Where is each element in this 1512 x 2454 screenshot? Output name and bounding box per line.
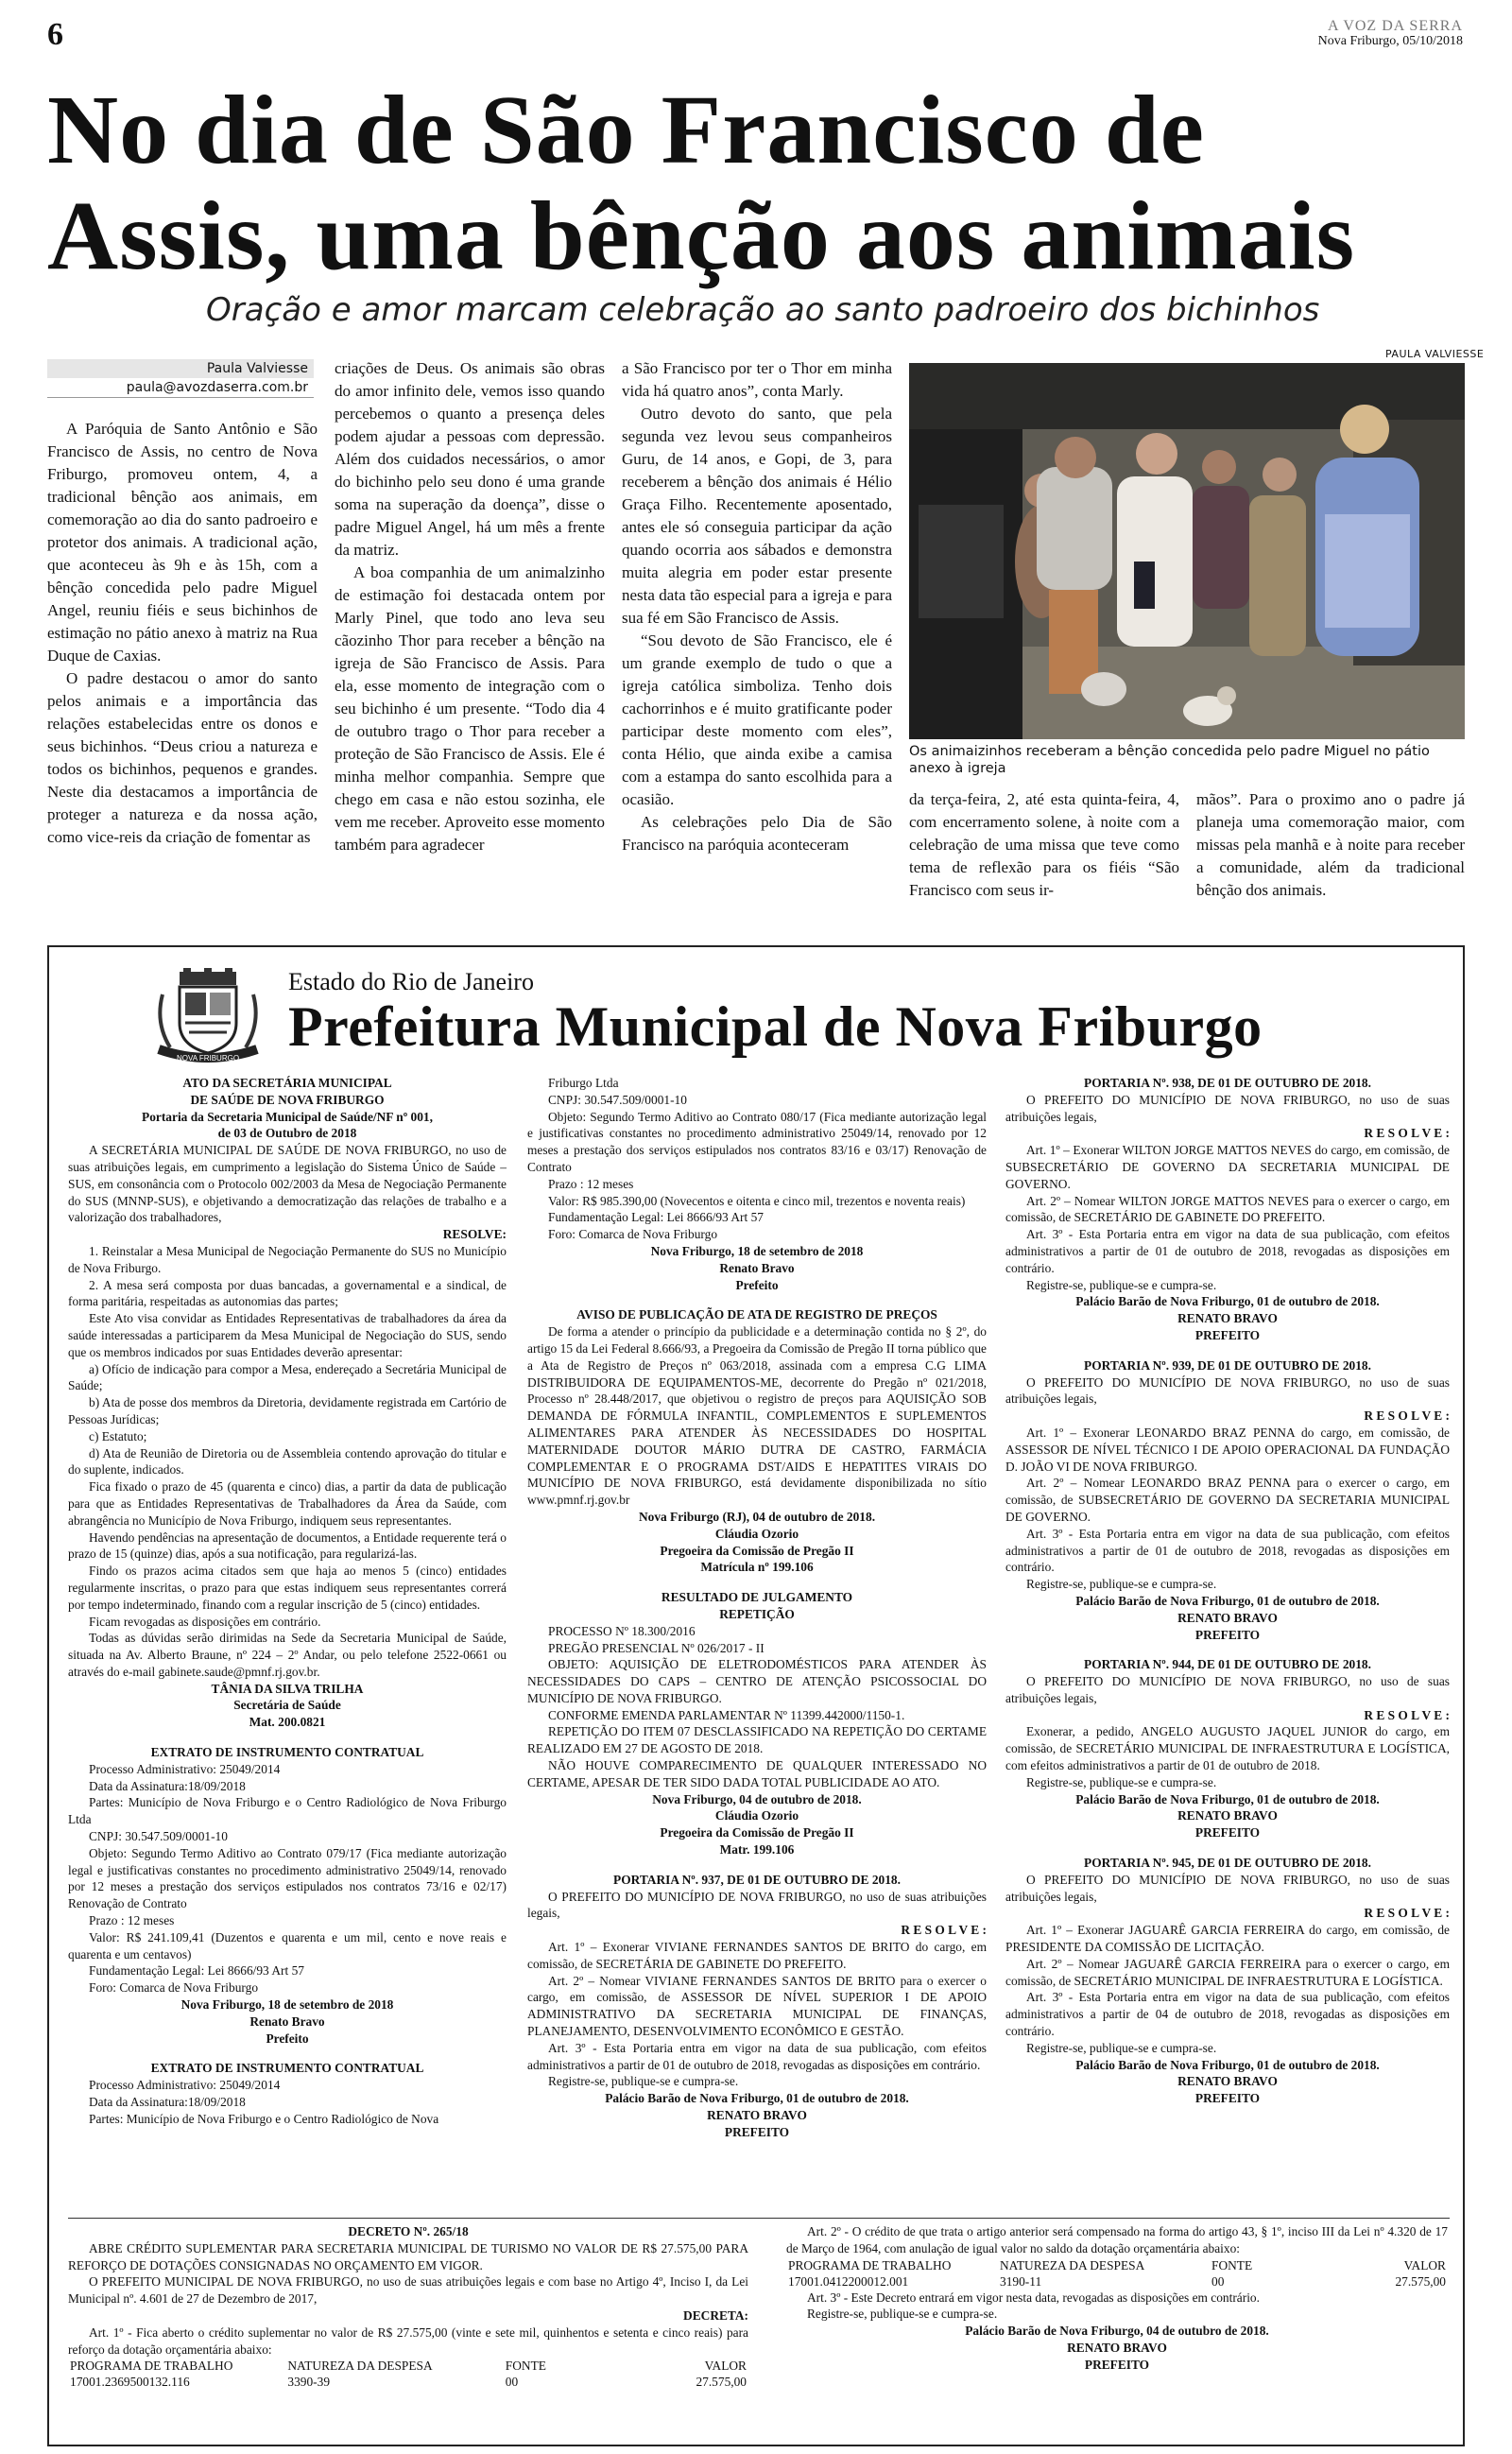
notice-line: Prefeito [266,2031,309,2046]
table-row [68,2358,748,2374]
notice-line: d) Ata de Reunião de Diretoria ou de Assembleia contendo aprovação do titular e do suplente, indicados. [68,1445,507,1478]
notice-line: PORTARIA Nº. 938, DE 01 DE OUTUBRO DE 2018. [1084,1076,1371,1090]
notice-line: O PREFEITO DO MUNICÍPIO DE NOVA FRIBURGO, no uso de suas atribuições legais, [527,1889,987,1921]
notice-line: Foro: Comarca de Nova Friburgo [89,1980,259,1996]
article-column-5 [1196,788,1465,902]
decree-left [68,2223,748,2390]
notice-line: Art. 3º - Esta Portaria entra em vigor na data de sua publicação, com efeitos administrativos a partir de 04 de outubro de 2018, revogadas as disposições em contrário. [1005,1990,1450,2039]
table-cell: 27.575,00 [696,2375,747,2390]
notice-line: Matrícula nº 199.106 [700,1560,814,1575]
notice-line: PREFEITO [1194,1327,1261,1342]
notice-line: R E S O L V E : [1364,1408,1450,1424]
notice-line: PORTARIA Nº. 939, DE 01 DE OUTUBRO DE 2018. [1084,1357,1371,1373]
notice-line: REPETIÇÃO DO ITEM 07 DESCLASSIFICADO NA REPETIÇÃO DO CERTAME REALIZADO EM 27 DE AGOSTO DE 2018. [527,1724,987,1756]
notice-line: Data da Assinatura:18/09/2018 [89,1778,246,1793]
paragraph: As celebrações pelo Dia de São Francisco na paróquia aconteceram [622,813,892,854]
notice-line: Objeto: Segundo Termo Aditivo ao Contrato 080/17 (Fica mediante autorização legal e justificativas constantes no procedimento administrativo 25049/14, renovado por 12 meses a prestação dos serviços estipulados nos contratos 83/16 e 03/17) Renovação de Contrato [527,1109,987,1174]
notice-line: O PREFEITO DO MUNICÍPIO DE NOVA FRIBURGO, no uso de suas atribuições legais, [1005,1374,1450,1407]
article-column-4 [909,788,1179,902]
table-cell: 3390-39 [287,2375,331,2390]
notice-line: Art. 3º - Este Decreto entrará em vigor nesta data, revogadas as disposições em contrário. [807,2290,1260,2305]
table-cell: 00 [1211,2273,1225,2289]
notice-line: Fica fixado o prazo de 45 (quarenta e cinco) dias, a partir da data de publicação para que as Entidades Representativas de Trabalhadores da Área da Saúde, com abrangência no Município de Nova Friburgo, indiquem seus representantes. [68,1479,507,1528]
notices-column-1 [68,1075,507,2128]
notice-line: Art. 1º – Exonerar JAGUARÊ GARCIA FERREIRA do cargo, em comissão, de PRESIDENTE DA COMISSÃO DE LICITAÇÃO. [1005,1923,1450,1955]
table-cell: 27.575,00 [1395,2273,1446,2289]
ad-title: Prefeitura Municipal de Nova Friburgo [288,995,1263,1058]
spacer [1005,1344,1450,1357]
notice-line: Art. 1º – Exonerar VIVIANE FERNANDES SANTOS DE BRITO do cargo, em comissão, de SECRETÁRIA DE GABINETE DO PREFEITO. [527,1940,987,1971]
notice-line: PORTARIA Nº. 937, DE 01 DE OUTUBRO DE 2018. [613,1872,901,1887]
paragraph: A boa companhia de um animalzinho de estimação foi destacada ontem por Marly Pinel, que todo ano leva seu cãozinho Thor para receber a bênção na igreja de São Francisco de Assis. Para ela, esse momento de integração com o seu bichinho é um presente. “Todo dia 4 de outubro trago o Thor para receber a proteção de São Francisco de Assis. Ele é minha melhor companhia. Sempre que chego em casa e não estou sozinha, ele vem me receber. Aproveito esse momento também para agradecer [335,563,605,854]
notice-line: O PREFEITO DO MUNICÍPIO DE NOVA FRIBURGO, no uso de suas atribuições legais, [1005,1674,1450,1705]
notice-line: RENATO BRAVO [707,2108,807,2123]
notice-line: ATO DA SECRETÁRIA MUNICIPAL [182,1076,392,1090]
notice-line: Art. 2º – Nomear WILTON JORGE MATTOS NEVES para o exercer o cargo, em comissão, de SECRETÁRIO DE GABINETE DO PREFEITO. [1005,1193,1450,1225]
notice-line: Art. 1º – Exonerar LEONARDO BRAZ PENNA do cargo, em comissão, de ASSESSOR DE NÍVEL TÉCNICO I DE APOIO OPERACIONAL DA FUNDAÇÃO D. JOÃO VI DE NOVA FRIBURGO. [1005,1425,1450,1474]
notice-line: Exonerar, a pedido, ANGELO AUGUSTO JAQUEL JUNIOR do cargo, em comissão, de SECRETÁRIO MUNICIPAL DE INFRAESTRUTURA E LOGÍSTICA, com efeitos administrativos a partir de 01 de outubro de 2018. [1005,1724,1450,1773]
notice-line: de 03 de Outubro de 2018 [217,1126,357,1141]
notice-line: Ficam revogadas as disposições em contrário. [89,1614,321,1629]
notice-line: PREFEITO [1194,2091,1261,2106]
notice-line: TÂNIA DA SILVA TRILHA [211,1681,364,1696]
article-photo [909,363,1465,739]
notice-line: DECRETO Nº. 265/18 [348,2224,469,2238]
paragraph: mãos”. Para o proximo ano o padre já planeja uma comemoração maior, com missas pela manhã e à noite para receber a comunidade, além da tradicional bênção dos animais. [1196,790,1465,899]
notice-line: PREFEITO [1084,2357,1150,2372]
notice-line: Partes: Município de Nova Friburgo e o Centro Radiológico de Nova [89,2111,439,2126]
decree-right-text [786,2223,1448,2257]
spacer [527,1576,987,1589]
ad-state-name: Estado do Rio de Janeiro [288,968,534,995]
notice-line: Renato Bravo [249,2013,325,2029]
article-column-2 [335,357,605,856]
notice-line: Secretária de Saúde [233,1698,341,1713]
table-cell: VALOR [1403,2257,1446,2273]
notice-line: Registre-se, publique-se e cumpra-se. [1026,1577,1217,1592]
notice-line: RESOLVE: [442,1227,507,1242]
table-row [786,2273,1448,2290]
notice-line: Havendo pendências na apresentação de documentos, a Entidade requerente terá o prazo de 15 (quinze) dias, após a sua notificação, para regularizá-las. [68,1529,507,1562]
table-row [786,2257,1448,2273]
notice-line: Prazo : 12 meses [89,1913,175,1928]
notice-line: Art. 1º – Exonerar WILTON JORGE MATTOS NEVES do cargo, em comissão, de SUBSECRETÁRIO DE GOVERNO DA SECRETARIA MUNICIPAL DE GOVERNO. [1005,1143,1450,1191]
decree-right-closing [786,2290,1448,2374]
byline-email[interactable]: paula@avozdaserra.com.br [126,380,308,395]
notice-line: Palácio Barão de Nova Friburgo, 01 de outubro de 2018. [1075,2057,1380,2072]
notice-line: Registre-se, publique-se e cumpra-se. [548,2074,739,2089]
photo-caption: Os animaizinhos receberam a bênção concedida pelo padre Miguel no pátio anexo à igreja [909,744,1430,776]
notice-line: De forma a atender o princípio da publicidade e a determinação contida no § 2º, do artigo 15 da Lei Federal 8.666/93, a Pregoeira da Comissão de Pregão II torna público que a Ata de Registro de Preços nº 063/2018, assinada com a empresa C.G LIMA DISTRIBUIDORA DE EQUIPAMENTOS-ME, decorrente do Pregão nº 021/2018, Processo nº 28.448/2017, que objetivou o registro de preços para AQUISIÇÃO SOB DEMANDA DE FÓRMULA INFANTIL, COMPLEMENTOS E SUPLEMENTOS ALIMENTARES PARA ATENDER ÀS NECESSIDADES DO HOSPITAL MATERNIDADE DOUTOR MÁRIO DUTRA DE CASTRO, FARMÁCIA COMPLEMENTAR E O PROGRAMA DST/AIDS E HEPATITES VIRAIS DO MUNICÍPIO DE NOVA FRIBURGO, está devidamente disponibilizada no sítio www.pmnf.rj.gov.br [527,1324,987,1508]
notice-line: Prefeito [735,1277,779,1292]
paragraph: da terça-feira, 2, até esta quinta-feira, 4, com encerramento solene, à noite com a celebração de uma missa que teve como tema de reflexão para os fiéis “São Francisco com seus ir- [909,790,1179,899]
decree-divider [68,2218,1450,2219]
table-cell: 00 [505,2375,519,2390]
notice-line: Nova Friburgo, 18 de setembro de 2018 [650,1243,864,1258]
notice-line: Art. 2º - O crédito de que trata o artigo anterior será compensado na forma do artigo 43, § 1º, inciso III da Lei nº 4.320 de 17 de Março de 1964, com anulação de igual valor no saldo da dotação orçamentária abaixo: [786,2224,1448,2255]
notice-line: CONFORME EMENDA PARLAMENTAR Nº 11399.442000/1150-1. [548,1707,905,1722]
photo-credit: PAULA VALVIESSE [1385,348,1485,360]
notice-line: Cláudia Ozorio [714,1526,799,1541]
spacer [68,1731,507,1744]
article-headline: No dia de São Francisco de Assis, uma bênção aos animais [47,76,1356,290]
notice-line: PORTARIA Nº. 944, DE 01 DE OUTUBRO DE 2018. [1084,1657,1371,1672]
city-crest-icon [151,966,274,1068]
notice-line: PREGÃO PRESENCIAL Nº 026/2017 - II [548,1640,765,1655]
notice-line: a) Ofício de indicação para compor a Mesa, endereçado a Secretária Municipal de Saúde; [68,1361,507,1393]
notice-line: ABRE CRÉDITO SUPLEMENTAR PARA SECRETARIA MUNICIPAL DE TURISMO NO VALOR DE R$ 27.575,00 PARA REFORÇO DE DOTAÇÕES CONSIGNADAS NO ORÇAMENTO EM VIGOR. [68,2240,748,2273]
notice-line: Valor: R$ 241.109,41 (Duzentos e quarenta e um mil, cento e nove reais e quarenta e um centavos) [68,1929,507,1961]
notice-line: Cláudia Ozorio [714,1808,799,1823]
table-cell: FONTE [505,2359,546,2374]
photo-illustration [909,363,1465,739]
masthead [1318,19,1463,49]
notice-line: Renato Bravo [719,1260,795,1275]
article-column-3 [622,357,892,856]
notice-line: EXTRATO DE INSTRUMENTO CONTRATUAL [150,2061,424,2076]
notice-line: RENATO BRAVO [1177,1808,1278,1823]
paragraph: A Paróquia de Santo Antônio e São Francisco de Assis, no centro de Nova Friburgo, promoveu ontem, 4, a tradicional bênção aos animais, em comemoração ao dia do santo padroeiro e protetor dos animais. A tradicional ação, que aconteceu às 9h e às 15h, com a bênção concedida pelo padre Miguel Angel, reuniu fiéis e seus bichinhos de estimação no pátio anexo à matriz na Rua Duque de Caxias. [47,420,318,665]
notice-line: R E S O L V E : [1364,1126,1450,1141]
notice-line: DE SAÚDE DE NOVA FRIBURGO [190,1092,385,1107]
spacer [527,1293,987,1306]
notice-line: Fundamentação Legal: Lei 8666/93 Art 57 [548,1210,764,1225]
notice-line: 1. Reinstalar a Mesa Municipal de Negociação Permanente do SUS no Município de Nova Friburgo. [68,1243,507,1275]
notice-line: EXTRATO DE INSTRUMENTO CONTRATUAL [150,1745,424,1760]
paragraph: Outro devoto do santo, que pela segunda vez levou seus companheiros Guru, de 14 anos, e Gopi, de 3, para receberem a bênção dos animais é Hélio Graça Filho. Recentemente aposentado, antes ele só conseguia participar da ação quando ocorria aos sábados e demonstra muita alegria em poder estar presente nesta data tão especial para a igreja e para sua fé em São Francisco de Assis. [622,405,892,627]
byline [47,359,314,398]
notice-line: Registre-se, publique-se e cumpra-se. [1026,1277,1217,1292]
notices-column-3 [1005,1075,1450,2107]
paragraph: “Sou devoto de São Francisco, ele é um grande exemplo de tudo o que a igreja católica simboliza. Tenho dois cachorrinhos e é muito gratificante poder participar deste momento com eles”, conta Hélio, que ainda exibe a camisa com a estampa do santo escolhida para a ocasião. [622,631,892,808]
notice-line: PREFEITO [1194,1825,1261,1840]
page-number: 6 [47,17,63,52]
notice-line: Nova Friburgo (RJ), 04 de outubro de 2018. [638,1509,876,1524]
notice-line: PORTARIA Nº. 945, DE 01 DE OUTUBRO DE 2018. [1084,1856,1371,1871]
notice-line: Fundamentação Legal: Lei 8666/93 Art 57 [89,1963,304,1979]
svg-text:NOVA FRIBURGO: NOVA FRIBURGO [176,1054,240,1063]
notice-line: CNPJ: 30.547.509/0001-10 [548,1092,687,1107]
decree-right-table [786,2257,1448,2290]
notice-line: DECRETA: [683,2307,748,2323]
table-cell: 3190-11 [1000,2273,1042,2289]
notice-line: Valor: R$ 985.390,00 (Novecentos e oitenta e cinco mil, trezentos e noventa reais) [548,1193,966,1208]
notice-line: Art. 1º - Fica aberto o crédito suplementar no valor de R$ 27.575,00 (vinte e sete mil, quinhentos e setenta e cinco reais) para reforço da dotação orçamentária abaixo: [68,2324,748,2357]
notice-line: A SECRETÁRIA MUNICIPAL DE SAÚDE DE NOVA FRIBURGO, no uso de suas atribuições legais, em cumprimento a legislação do Sistema Único de Saúde – SUS, em consonância com o Protocolo 002/2003 da Mesa de Negociação Permanente do SUS (MNNP-SUS), e objetivando a democratização das relações de trabalho e a valorização dos trabalhadores, [68,1143,507,1225]
spacer [1005,1643,1450,1656]
notice-line: RESULTADO DE JULGAMENTO [661,1590,853,1605]
notice-line: CNPJ: 30.547.509/0001-10 [89,1829,228,1844]
table-cell: 17001.0412200012.001 [788,2273,909,2289]
table-row [68,2374,748,2390]
notice-line: Friburgo Ltda [548,1076,619,1090]
notice-line: Todas as dúvidas serão dirimidas na Sede da Secretaria Municipal de Saúde, situada na Av. Alberto Braune, nº 224 – 2º Andar, ou pelo telefone 2522-0661 ou através do e-mail gabinete.saude@pmnf.rj.gov.br. [68,1631,507,1679]
notice-line: Mat. 200.0821 [249,1715,326,1730]
notice-line: Portaria da Secretaria Municipal de Saúde/NF nº 001, [142,1109,433,1124]
article-subhead: Oração e amor marcam celebração ao santo padroeiro dos bichinhos [206,291,1320,329]
notice-line: Nova Friburgo, 18 de setembro de 2018 [180,1997,394,2013]
notice-line: Nova Friburgo, 04 de outubro de 2018. [652,1791,862,1806]
paragraph: criações de Deus. Os animais são obras do amor infinito dele, vemos isso quando percebemos o quanto a presença deles podem ajudar a pessoas com depressão. Além dos cuidados necessários, o amor do bichinho pelo seu dono é uma grande soma na superação da doença”, disse o padre Miguel Angel, há um mês a frente da matriz. [335,359,605,559]
notice-line: R E S O L V E : [1364,1906,1450,1921]
notice-line: Partes: Município de Nova Friburgo e o Centro Radiológico de Nova Friburgo Ltda [68,1795,507,1827]
notice-line: 2. A mesa será composta por duas bancadas, a governamental e a sindical, de forma paritária, respeitadas as autonomias das partes; [68,1277,507,1309]
notice-line: Matr. 199.106 [719,1842,795,1858]
notice-line: Art. 3º - Esta Portaria entra em vigor na data de sua publicação, com efeitos administrativos a partir de 01 de outubro de 2018, revogadas as disposições em contrário. [1005,1227,1450,1275]
spacer [68,2047,507,2060]
notice-line: Palácio Barão de Nova Friburgo, 01 de outubro de 2018. [1075,1791,1380,1806]
notice-line: R E S O L V E : [1364,1707,1450,1722]
notice-line: O PREFEITO DO MUNICÍPIO DE NOVA FRIBURGO, no uso de suas atribuições legais, [1005,1872,1450,1904]
notice-line: Processo Administrativo: 25049/2014 [89,1761,281,1776]
article-column-1 [47,418,318,849]
notice-line: c) Estatuto; [89,1428,147,1443]
notice-line: Palácio Barão de Nova Friburgo, 04 de outubro de 2018. [965,2324,1269,2339]
notice-line: OBJETO: AQUISIÇÃO DE ELETRODOMÉSTICOS PARA ATENDER ÀS NECESSIDADES DO CAPS – CENTRO DE ATENÇÃO PSICOSSOCIAL DO MUNICÍPIO DE NOVA FRIBURGO. [527,1657,987,1705]
notice-line: RENATO BRAVO [1067,2340,1167,2355]
notice-line: Registre-se, publique-se e cumpra-se. [1026,2040,1217,2055]
notice-line: Art. 2º – Nomear JAGUARÊ GARCIA FERREIRA para o exercer o cargo, em comissão, de SECRETÁRIO MUNICIPAL DE INFRAESTRUTURA E LOGÍSTICA. [1005,1956,1450,1988]
notice-line: Art. 3º - Esta Portaria entra em vigor na data de sua publicação, com efeitos administrativos a partir de 01 de outubro de 2018, revogadas as disposições em contrário. [527,2040,987,2072]
notice-line: PREFEITO [724,2124,790,2139]
decree-right [786,2223,1448,2374]
notice-line: Registre-se, publique-se e cumpra-se. [807,2307,998,2322]
notice-line: NÃO HOUVE COMPARECIMENTO DE QUALQUER INTERESSADO NO CERTAME, APESAR DE TER SIDO DADA TOTAL PUBLICIDADE AO ATO. [527,1758,987,1789]
notice-line: Art. 2º – Nomear VIVIANE FERNANDES SANTOS DE BRITO para o exercer o cargo, em comissão, de ASSESSOR DE NÍVEL SUPERIOR I DE APOIO ADMINISTRATIVO DA SECRETARIA MUNICIPAL DE FINANÇAS, PLANEJAMENTO, DESENVOLVIMENTO ECONÔMICO E GESTÃO. [527,1973,987,2039]
table-cell: NATUREZA DA DESPESA [1000,2257,1145,2273]
paragraph: a São Francisco por ter o Thor em minha vida há quatro anos”, conta Marly. [622,359,892,400]
notice-line: Foro: Comarca de Nova Friburgo [548,1227,718,1242]
table-cell: NATUREZA DA DESPESA [287,2359,433,2374]
table-cell: VALOR [704,2359,747,2374]
notice-line: O PREFEITO DO MUNICÍPIO DE NOVA FRIBURGO, no uso de suas atribuições legais, [1005,1092,1450,1124]
notice-line: REPETIÇÃO [719,1606,795,1621]
byline-author: Paula Valviesse [47,359,314,378]
spacer [1005,1841,1450,1855]
notice-line: Palácio Barão de Nova Friburgo, 01 de outubro de 2018. [1075,1294,1380,1309]
notice-line: AVISO DE PUBLICAÇÃO DE ATA DE REGISTRO DE PREÇOS [576,1307,937,1322]
table-cell: PROGRAMA DE TRABALHO [70,2359,233,2374]
paragraph: O padre destacou o amor do santo pelos animais e a importância das relações estabelecidas entre os donos e seus bichinhos. “Deus criou a natureza e todos os bichinhos, pequenos e grandes. Neste dia destacamos a importância de proteger a natureza e da nossa ação, como vice-reis da criação de fomentar as [47,669,318,846]
decree-left-table [68,2358,748,2390]
notice-line: RENATO BRAVO [1177,1311,1278,1326]
notice-line: b) Ata de posse dos membros da Diretoria, devidamente registrada em Cartório de Pessoas Jurídicas; [68,1395,507,1426]
notice-line: Processo Administrativo: 25049/2014 [89,2078,281,2093]
notice-line: PREFEITO [1194,1627,1261,1642]
notice-line: Pregoeira da Comissão de Pregão II [660,1543,854,1558]
notice-line: Objeto: Segundo Termo Aditivo ao Contrato 079/17 (Fica mediante autorização legal e justificativas constantes no procedimento administrativo 25049/14, renovado por 12 meses a prestação dos serviços estipulados nos contratos 73/16 e 02/17) Renovação de Contrato [68,1845,507,1911]
notice-line: Registre-se, publique-se e cumpra-se. [1026,1774,1217,1789]
notice-line: Prazo : 12 meses [548,1176,634,1191]
notice-line: Data da Assinatura:18/09/2018 [89,2095,246,2110]
notice-line: Este Ato visa convidar as Entidades Representativas de trabalhadores da área da saúde interessadas a participarem da Mesa Municipal de Negociação do SUS, sendo que os membros indicados por suas Entidades deverão apresentar: [68,1311,507,1359]
table-cell: PROGRAMA DE TRABALHO [788,2257,952,2273]
spacer [527,1858,987,1872]
masthead-brand: A VOZ DA SERRA [1327,18,1463,34]
decree-left-text [68,2223,748,2358]
notice-line: Art. 3º - Esta Portaria entra em vigor na data de sua publicação, com efeitos administrativos a partir de 01 de outubro de 2018, revogadas as disposições em contrário. [1005,1526,1450,1575]
notice-line: Art. 2º – Nomear LEONARDO BRAZ PENNA para o exercer o cargo, em comissão, de SUBSECRETÁRIO DE GOVERNO DA SECRETARIA MUNICIPAL DE GOVERNO. [1005,1476,1450,1524]
notice-line: Pregoeira da Comissão de Pregão II [660,1825,854,1840]
notice-line: RENATO BRAVO [1177,2074,1278,2089]
table-cell: FONTE [1211,2257,1253,2273]
notices-column-2 [527,1075,987,2141]
notice-line: Palácio Barão de Nova Friburgo, 01 de outubro de 2018. [1075,1593,1380,1608]
notice-line: PROCESSO Nº 18.300/2016 [548,1623,696,1638]
masthead-date: Nova Friburgo, 05/10/2018 [1317,34,1463,48]
notice-line: RENATO BRAVO [1177,1610,1278,1625]
notice-line: Palácio Barão de Nova Friburgo, 01 de outubro de 2018. [605,2091,909,2106]
table-cell: 17001.2369500132.116 [70,2375,190,2390]
notice-line: Findo os prazos acima citados sem que haja ao menos 5 (cinco) entidades regularmente inscritas, o prazo para que estas indiquem seus representantes correrá por tempo indeterminado, finando com a regular inscrição de 5 (cinco) entidades. [68,1564,507,1612]
notice-line: R E S O L V E : [901,1923,987,1938]
notice-line: O PREFEITO MUNICIPAL DE NOVA FRIBURGO, no uso de suas atribuições legais e com base no Artigo 4º, Inciso I, da Lei Municipal nº. 4.601 de 27 de Dezembro de 2017, [68,2274,748,2307]
